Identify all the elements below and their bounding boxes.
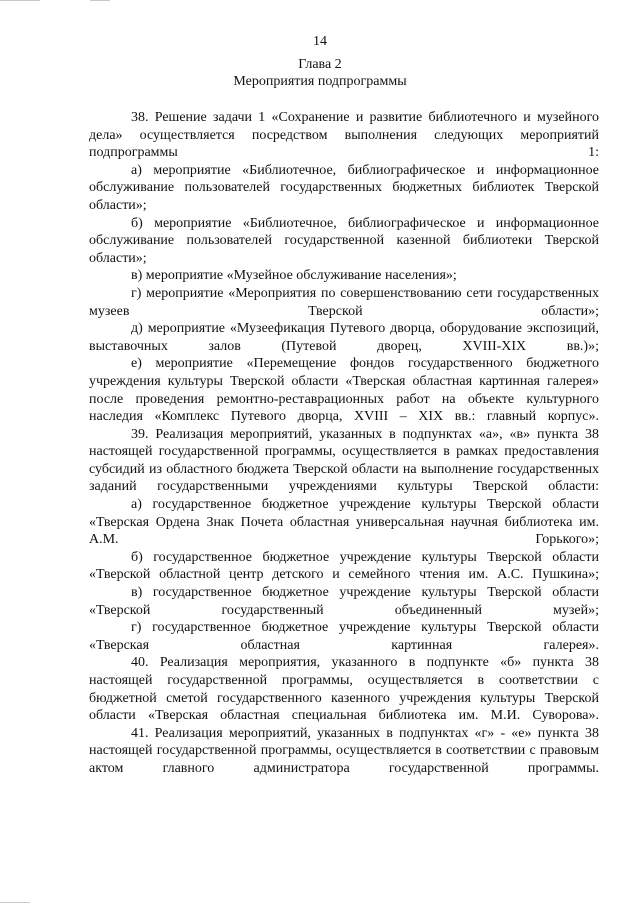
- paragraph-38-g: г) мероприятие «Мероприятия по совершенствованию сети государственных музеев Тверской области»;: [89, 285, 599, 319]
- paragraph-38-v: в) мероприятие «Музейное обслуживание населения»;: [131, 268, 457, 284]
- paragraph-38-b: б) мероприятие «Библиотечное, библиографическое и информационное обслуживание пользователей государственной казенной библиотеки Тверской области»;: [89, 215, 599, 266]
- paragraph-39-g: г) государственное бюджетное учреждение культуры Тверской области «Тверская областная картинная галерея».: [89, 620, 599, 653]
- paragraph-38: 38. Решение задачи 1 «Сохранение и развитие библиотечного и музейного дела» осуществляется посредством выполнения следующих мероприятий подпрограммы 1:: [89, 110, 599, 161]
- scan-artifact: [0, 902, 30, 903]
- paragraph-38-d: д) мероприятие «Музеефикация Путевого дворца, оборудование экспозиций, выставочных залов (Путевой дворец, XVIII-XIX вв.)»;: [89, 321, 599, 354]
- scan-artifact: [0, 0, 40, 1]
- paragraph-38-e: е) мероприятие «Перемещение фондов государственного бюджетного учреждения культуры Тверской области «Тверская областная картинная галерея» после проведения ремонтно-реставрационных работ на объекте культурного наследия «Комплекс Путевого дворца, XVIII – XIX вв.: главный корпус».: [89, 356, 599, 425]
- body-text: [89, 109, 599, 778]
- paragraph-38-a: а) мероприятие «Библиотечное, библиографическое и информационное обслуживание пользователей государственных бюджетных библиотек Тверской области»;: [89, 162, 599, 213]
- paragraph-39: 39. Реализация мероприятий, указанных в подпунктах «а», «в» пункта 38 настоящей государственной программы, осуществляется в рамках предоставления субсидий из областного бюджета Тверской области на выполнение государственных заданий государственными учреждениями культуры Тверской области:: [89, 426, 599, 495]
- scan-artifact: [90, 0, 110, 1]
- paragraph-41: 41. Реализация мероприятий, указанных в подпунктах «г» - «е» пункта 38 настоящей государственной программы, осуществляется в соответствии с правовым актом главного администратора государственной программы.: [89, 725, 599, 776]
- paragraph-39-a: а) государственное бюджетное учреждение культуры Тверской области «Тверская Ордена Знак Почета областная универсальная научная библиотека им. А.М. Горького»;: [89, 497, 599, 548]
- chapter-title: Мероприятия подпрограммы: [233, 74, 407, 89]
- paragraph-40: 40. Реализация мероприятия, указанного в подпункте «б» пункта 38 настоящей государственной программы, осуществляется в соответствии с бюджетной сметой государственного казенного учреждения культуры Тверской области «Тверская областная специальная библиотека им. М.И. Суворова».: [89, 655, 599, 724]
- paragraph-39-b: б) государственное бюджетное учреждение культуры Тверской области «Тверской областной центр детского и семейного чтения им. А.С. Пушкина»;: [89, 549, 599, 583]
- page-number: 14: [313, 34, 327, 49]
- paragraph-39-v: в) государственное бюджетное учреждение культуры Тверской области «Тверской государственный объединенный музей»;: [89, 585, 599, 618]
- chapter-number: Глава 2: [298, 57, 342, 72]
